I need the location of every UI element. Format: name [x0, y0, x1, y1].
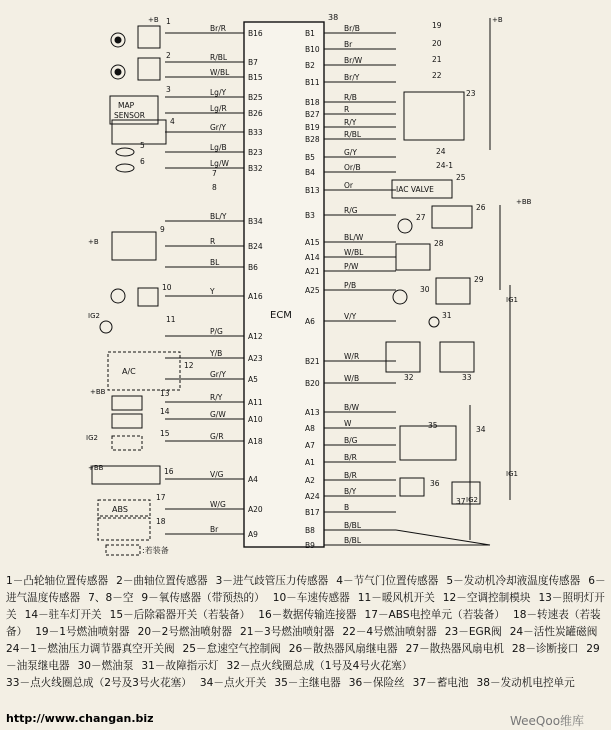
right-wire-B13: Or: [344, 181, 353, 190]
left-pin-B7: B7: [248, 58, 258, 67]
right-pin-B5: B5: [305, 153, 315, 162]
legend-item: 17－ABS电控单元（若装备）: [364, 609, 505, 621]
ecm-label: ECM: [270, 310, 292, 321]
component-number-30: 30: [420, 285, 430, 294]
plus-b-top-label: +B: [148, 16, 159, 24]
right-wire-B20: W/B: [344, 374, 360, 383]
left-pin-A11: A11: [248, 398, 263, 407]
right-wire-B11: Br/Y: [344, 73, 360, 82]
right-pin-A8: A8: [305, 424, 315, 433]
right-wire-B3: R/G: [344, 206, 358, 215]
right-pin-B13: B13: [305, 186, 320, 195]
legend-item: 13－照明灯开关: [6, 592, 605, 621]
right-wire-B27: R: [344, 105, 350, 114]
legend-item: 21－3号燃油喷射器: [239, 626, 335, 638]
right-pin-B28: B28: [305, 135, 320, 144]
right-wire-A25: P/B: [344, 281, 357, 290]
legend-item: 33－点火线圈总成（2号及3号火花塞）: [6, 677, 192, 689]
left-pin-B16: B16: [248, 29, 263, 38]
plus-bb-left-label: +BB: [90, 388, 106, 396]
ig1-bottom-label: IG1: [506, 470, 518, 478]
component-number-35: 35: [428, 421, 438, 430]
left-wire-B26: Lg/R: [210, 104, 227, 113]
component-number-17: 17: [156, 493, 166, 502]
left-pin-B23: B23: [248, 148, 263, 157]
left-wire-B6: BL: [210, 258, 220, 267]
component-number-20: 20: [432, 39, 442, 48]
right-pin-A15: A15: [305, 238, 320, 247]
abs-label: ABS: [112, 505, 128, 514]
left-wire-A18: G/R: [210, 432, 224, 441]
left-pin-B34: B34: [248, 217, 263, 226]
legend: [6, 573, 606, 692]
component-number-22: 22: [432, 71, 442, 80]
left-wire-B23: Lg/B: [210, 143, 227, 152]
legend-item: 25－怠速空气控制阀: [182, 643, 281, 655]
right-wire-A7: B/G: [344, 436, 358, 445]
legend-item: 30－燃油泵: [77, 660, 134, 672]
component-number-26: 26: [476, 203, 486, 212]
left-pin-A16: A16: [248, 292, 263, 301]
component-number-10: 10: [162, 283, 172, 292]
component-number-19: 19: [432, 21, 442, 30]
fuel-pump-icon: [393, 290, 407, 304]
right-wire-A24: B/Y: [344, 487, 357, 496]
legend-item: 12－空调控制模块: [442, 592, 531, 604]
left-wire-B34: BL/Y: [210, 212, 227, 221]
left-wire-A4: V/G: [210, 470, 224, 479]
check-engine-lamp-icon: [429, 317, 439, 327]
component-number-23: 23: [466, 89, 476, 98]
left-pin-B32: B32: [248, 164, 263, 173]
right-wire-B9: B/BL: [344, 536, 361, 545]
ig2-left-label: IG2: [86, 434, 98, 442]
egr-valve-box: [404, 92, 464, 140]
legend-item: 19－1号燃油喷射器: [35, 626, 130, 638]
left-wire-B24: R: [210, 237, 216, 246]
left-wire-B32: Lg/W: [210, 159, 229, 168]
legend-item: 10－车速传感器: [272, 592, 350, 604]
legend-item: 2－曲轴位置传感器: [116, 575, 208, 587]
right-pin-B1: B1: [305, 29, 315, 38]
right-pin-A13: A13: [305, 408, 320, 417]
left-wire-B7: R/BL: [210, 53, 228, 62]
legend-item: 31－故障指示灯: [141, 660, 219, 672]
left-wire-A9: Br: [210, 525, 219, 534]
oxygen-sensor: [112, 232, 156, 260]
rear-defrost-switch: [112, 436, 142, 450]
legend-item: 4－节气门位置传感器: [336, 575, 439, 587]
watermark: WeeQoo维库: [510, 714, 585, 728]
component-number-31: 31: [442, 311, 452, 320]
left-wire-A12: P/G: [210, 327, 223, 336]
speed-sensor-icon: [111, 289, 125, 303]
component-number-4: 4: [170, 117, 175, 126]
legend-item: 7、8－空: [88, 592, 134, 604]
legend-item: 6－进气温度传感器: [6, 575, 606, 604]
legend-item: 27－散热器风扇电机: [405, 643, 504, 655]
legend-item: 3－进气歧管压力传感器: [215, 575, 329, 587]
component-number-5: 5: [140, 141, 145, 150]
left-pin-A23: A23: [248, 354, 263, 363]
fan-motor-icon: [398, 219, 412, 233]
ig1-label: IG1: [506, 296, 518, 304]
site-url: http://www.changan.biz: [6, 712, 154, 725]
right-pin-B3: B3: [305, 211, 315, 220]
component-number-24-1: 24-1: [436, 161, 454, 170]
left-wire-A23: Y/B: [210, 349, 223, 358]
right-wire-A15: BL/W: [344, 233, 364, 242]
left-pin-A5: A5: [248, 375, 258, 384]
component-number-15: 15: [160, 429, 170, 438]
map-sensor-label-2: SENSOR: [114, 111, 145, 120]
right-wire-A21: P/W: [344, 262, 359, 271]
right-wire-B17: B: [344, 503, 350, 512]
legend-item: 14－驻车灯开关: [24, 609, 102, 621]
right-pin-B27: B27: [305, 110, 320, 119]
right-pin-A2: A2: [305, 476, 315, 485]
legend-item: 23－EGR阀: [444, 626, 502, 638]
ecm-ref: 38: [328, 13, 339, 22]
right-pin-B10: B10: [305, 45, 320, 54]
right-pin-B2: B2: [305, 61, 315, 70]
component-number-36: 36: [430, 479, 440, 488]
legend-item: 24－活性炭罐磁阀: [509, 626, 598, 638]
right-pin-A24: A24: [305, 492, 320, 501]
component-number-13: 13: [160, 389, 170, 398]
right-wire-B19: R/Y: [344, 118, 357, 127]
left-wire-B25: Lg/Y: [210, 88, 227, 97]
right-wire-A2: B/R: [344, 471, 357, 480]
ignition-coil-1-4: [386, 342, 420, 372]
component-number-28: 28: [434, 239, 444, 248]
left-pin-B26: B26: [248, 109, 263, 118]
right-wire-B10: Br: [344, 40, 353, 49]
legend-item: 29－油泵继电器: [6, 643, 600, 672]
component-number-37: 37: [456, 497, 466, 506]
component-number-1: 1: [166, 17, 171, 26]
fuse-box: [400, 478, 424, 496]
ac-label: A/C: [122, 367, 136, 376]
component-number-33: 33: [462, 373, 472, 382]
right-pin-B20: B20: [305, 379, 320, 388]
left-wire-A16: Y: [210, 287, 215, 296]
component-number-21: 21: [432, 55, 442, 64]
legend-item: 9－氧传感器（带预热的）: [141, 592, 265, 604]
legend-item: 36－保险丝: [348, 677, 405, 689]
diagnostic-connector: [396, 244, 430, 270]
legend-item: 32－点火线圈总成（1号及4号火花塞）: [226, 660, 413, 672]
right-pin-B21: B21: [305, 357, 320, 366]
right-wire-B21: W/R: [344, 352, 360, 361]
right-pin-A21: A21: [305, 267, 320, 276]
left-pin-A10: A10: [248, 415, 263, 424]
legend-item: 1－凸轮轴位置传感器: [6, 575, 109, 587]
right-pin-A1: A1: [305, 458, 315, 467]
left-wire-B15: W/BL: [210, 68, 230, 77]
component-number-8: 8: [212, 183, 217, 192]
right-pin-A6: A6: [305, 317, 315, 326]
left-wire-A10: G/W: [210, 410, 226, 419]
plus-b-right-label: +B: [492, 16, 503, 24]
right-wire-B2: Br/W: [344, 56, 363, 65]
legend-item: 37－蓄电池: [412, 677, 469, 689]
tachometer-box: [98, 518, 150, 540]
right-pin-B4: B4: [305, 168, 315, 177]
component-number-9: 9: [160, 225, 165, 234]
component-number-29: 29: [474, 275, 484, 284]
left-pin-B15: B15: [248, 73, 263, 82]
legend-item: 22－4号燃油喷射器: [342, 626, 437, 638]
right-pin-B11: B11: [305, 78, 320, 87]
left-pin-B24: B24: [248, 242, 263, 251]
component-number-6: 6: [140, 157, 145, 166]
right-wire-B28: R/BL: [344, 130, 362, 139]
component-number-14: 14: [160, 407, 170, 416]
plus-bb-right-label: +BB: [516, 198, 532, 206]
right-pin-B19: B19: [305, 123, 320, 132]
optional-key-box: [106, 545, 140, 555]
legend-item: 26－散热器风扇继电器: [288, 643, 398, 655]
map-sensor-label: MAP: [118, 101, 135, 110]
legend-item: 28－诊断接口: [511, 643, 579, 655]
intake-temp-sensor-icon: [116, 164, 134, 172]
ig2-label: IG2: [88, 312, 100, 320]
right-wire-A1: B/R: [344, 453, 357, 462]
component-number-2: 2: [166, 51, 171, 60]
component-number-27: 27: [416, 213, 426, 222]
left-wire-A5: Gr/Y: [210, 370, 227, 379]
left-pin-A12: A12: [248, 332, 263, 341]
iac-valve-label: IAC VALVE: [396, 185, 434, 194]
ig2-bottom-label: IG2: [466, 496, 478, 504]
right-pin-B8: B8: [305, 526, 315, 535]
right-wire-B8: B/BL: [344, 521, 361, 530]
legend-item: 20－2号燃油喷射器: [137, 626, 232, 638]
right-wire-A6: V/Y: [344, 312, 357, 321]
right-pin-B9: B9: [305, 541, 315, 550]
component-number-12: 12: [184, 361, 194, 370]
ignition-coil-2-3: [440, 342, 474, 372]
left-wire-B16: Br/R: [210, 24, 226, 33]
left-pin-A18: A18: [248, 437, 263, 446]
left-pin-A4: A4: [248, 475, 258, 484]
legend-item: 5－发动机冷却液温度传感器: [446, 575, 581, 587]
legend-item: 18－转速表（若装备）: [6, 609, 601, 638]
main-relay-box: [400, 426, 456, 460]
coolant-temp-sensor-icon: [116, 148, 134, 156]
component-number-16: 16: [164, 467, 174, 476]
heater-fan-motor-icon: [100, 321, 112, 333]
right-pin-A14: A14: [305, 253, 320, 262]
left-wire-B33: Gr/Y: [210, 123, 227, 132]
right-wire-B18: R/B: [344, 93, 357, 102]
component-number-34: 34: [476, 425, 486, 434]
right-wire-B4: Or/B: [344, 163, 361, 172]
right-pin-A25: A25: [305, 286, 320, 295]
fuel-pump-relay-box: [436, 278, 470, 304]
component-number-18: 18: [156, 517, 166, 526]
left-pin-B25: B25: [248, 93, 263, 102]
right-wire-A8: W: [344, 419, 352, 428]
component-number-3: 3: [166, 85, 171, 94]
fan-relay-box: [432, 206, 472, 228]
parking-light-switch: [112, 414, 142, 428]
right-pin-B18: B18: [305, 98, 320, 107]
component-number-32: 32: [404, 373, 414, 382]
right-wire-B1: Br/B: [344, 24, 360, 33]
legend-item: 38－发动机电控单元: [476, 677, 575, 689]
legend-item: 11－暖风机开关: [357, 592, 435, 604]
left-pin-B33: B33: [248, 128, 263, 137]
legend-item: 35－主继电器: [274, 677, 341, 689]
component-number-11: 11: [166, 315, 176, 324]
legend-item: 16－数据传输连接器: [258, 609, 357, 621]
cam-sensor-connector: [138, 26, 160, 48]
right-wire-A13: B/W: [344, 403, 360, 412]
light-switch: [112, 396, 142, 410]
optional-note: :若装备: [142, 546, 169, 555]
left-pin-B6: B6: [248, 263, 258, 272]
legend-item: 24－1－燃油压力调节器真空开关阀: [6, 643, 175, 655]
legend-item: 15－后除霜器开关（若装备）: [109, 609, 251, 621]
right-wire-A14: W/BL: [344, 248, 364, 257]
component-number-25: 25: [456, 173, 466, 182]
right-wire-B5: G/Y: [344, 148, 357, 157]
component-number-7: 7: [212, 169, 217, 178]
right-pin-B17: B17: [305, 508, 320, 517]
left-pin-A9: A9: [248, 530, 258, 539]
component-number-24: 24: [436, 147, 446, 156]
legend-item: 34－点火开关: [199, 677, 267, 689]
left-pin-A20: A20: [248, 505, 263, 514]
plus-bb-dlc-label: +BB: [88, 464, 104, 472]
left-wire-A11: R/Y: [210, 393, 223, 402]
right-pin-A7: A7: [305, 441, 315, 450]
plus-b-o2-label: +B: [88, 238, 99, 246]
left-wire-A20: W/G: [210, 500, 226, 509]
